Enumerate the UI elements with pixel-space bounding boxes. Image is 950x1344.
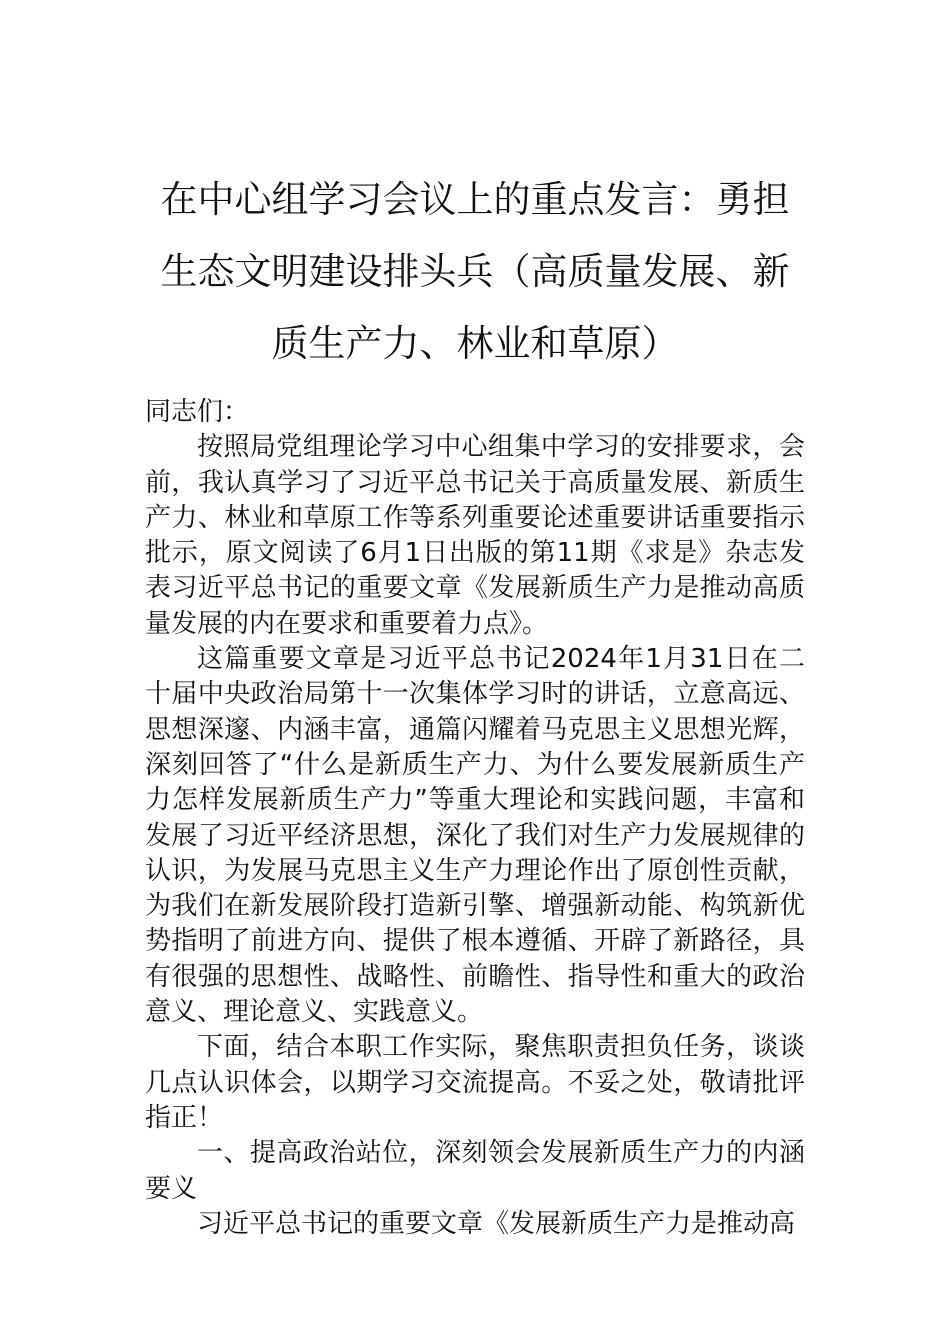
body-paragraph-3: 下面，结合本职工作实际，聚焦职责担负任务，谈谈几点认识体会，以期学习交流提高。不妥之处，敬请批评指正！	[145, 1032, 805, 1133]
salutation: 同志们：	[145, 397, 250, 427]
section-heading: 一、提高政治站位，深刻领会发展新质生产力的内涵要义	[145, 1138, 805, 1204]
document-body	[145, 395, 805, 1242]
body-paragraph-1: 按照局党组理论学习中心组集中学习的安排要求，会前，我认真学习了习近平总书记关于高质量发展、新质生产力、林业和草原工作等系列重要论述重要讲话重要指示批示，原文阅读了6月1日出版的第11期《求是》杂志发表习近平总书记的重要文章《发展新质生产力是推动高质量发展的内在要求和重要着力点》。	[145, 432, 805, 639]
document-title: 在中心组学习会议上的重点发言：勇担生态文明建设排头兵（高质量发展、新质生产力、林业和草原）	[160, 178, 790, 365]
body-paragraph-2: 这篇重要文章是习近平总书记2024年1月31日在二十届中央政治局第十一次集体学习时的讲话，立意高远、思想深邃、内涵丰富，通篇闪耀着马克思主义思想光辉，深刻回答了“什么是新质生产力、为什么要发展新质生产力怎样发展新质生产力”等重大理论和实践问题，丰富和发展了习近平经济思想，深化了我们对生产力发展规律的认识，为发展马克思主义生产力理论作出了原创性贡献，为我们在新发展阶段打造新引擎、增强新动能、构筑新优势指明了前进方向、提供了根本遵循、开辟了新路径，具有很强的思想性、战略性、前瞻性、指导性和重大的政治意义、理论意义、实践意义。	[145, 644, 805, 1028]
body-paragraph-4: 习近平总书记的重要文章《发展新质生产力是推动高	[197, 1208, 796, 1239]
